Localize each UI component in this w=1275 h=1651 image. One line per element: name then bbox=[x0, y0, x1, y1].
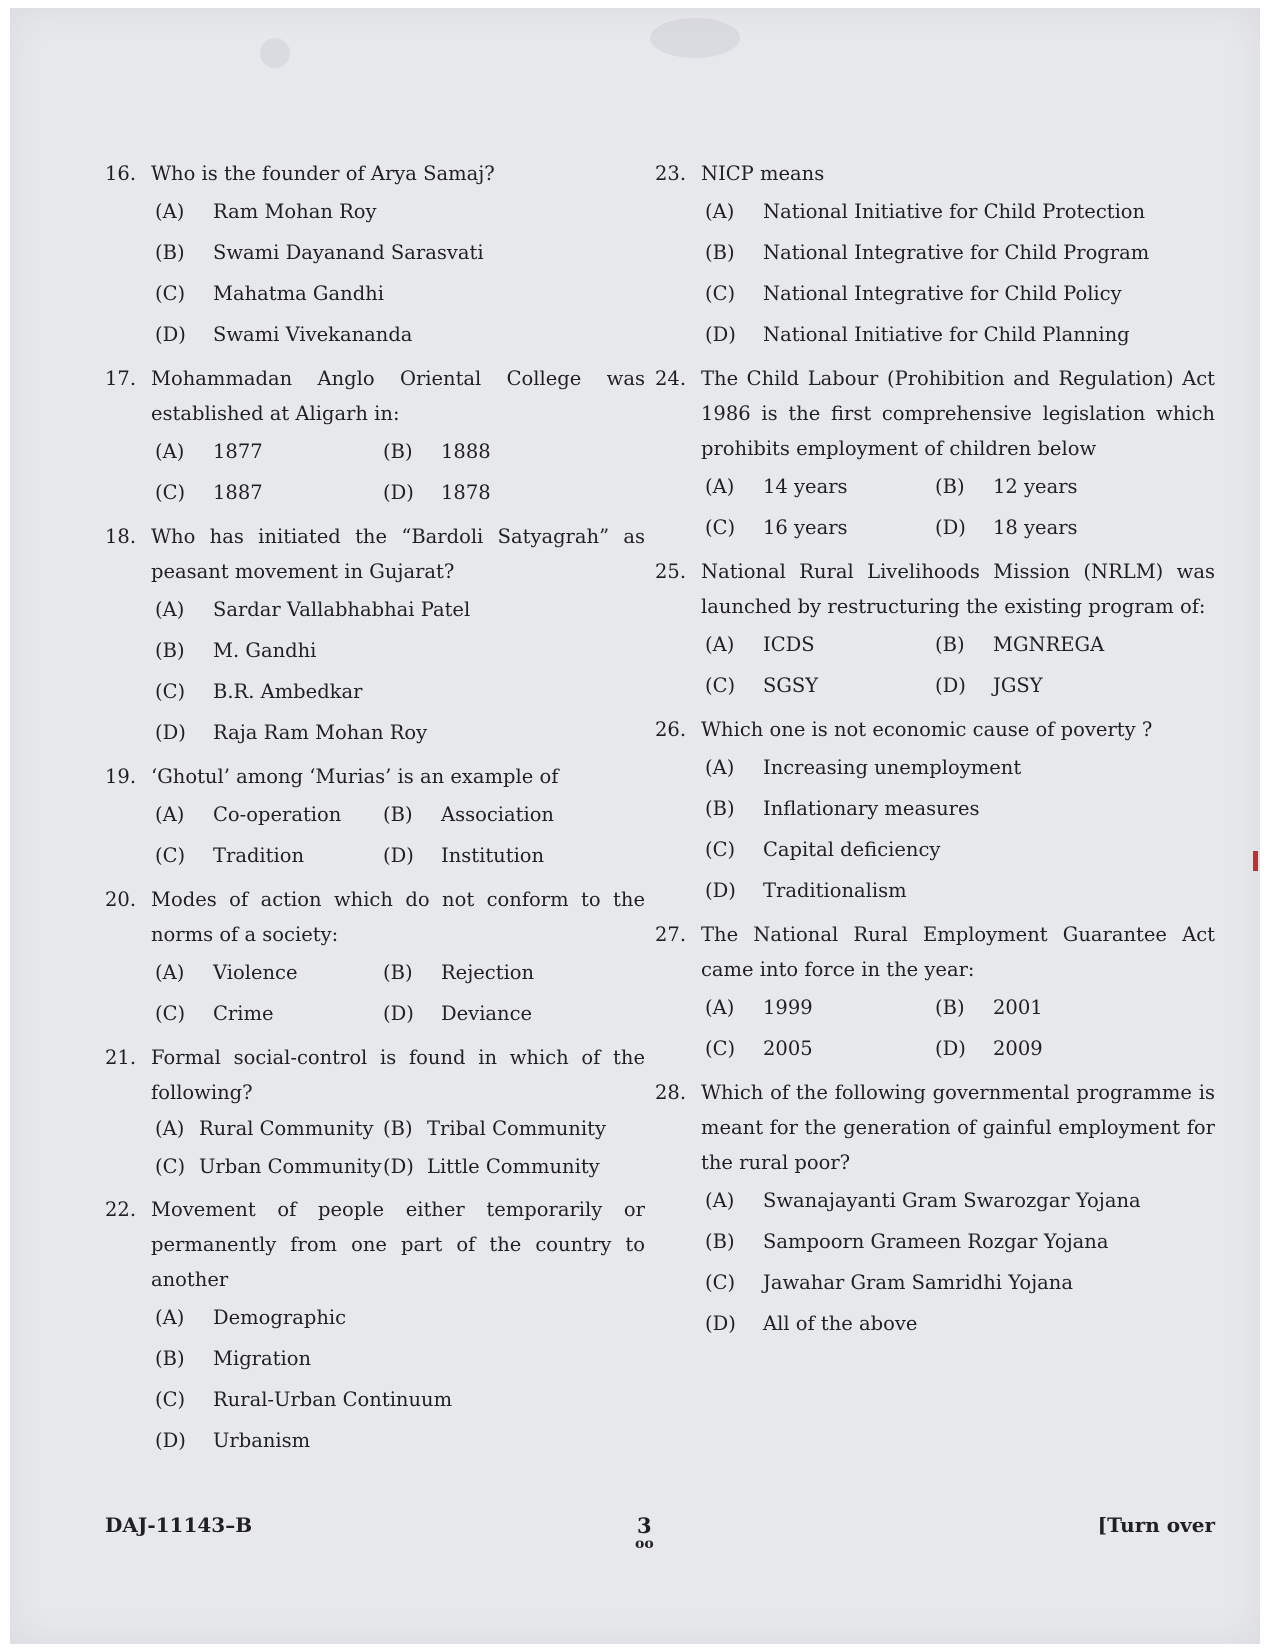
answer-option-row bbox=[155, 1110, 645, 1148]
option-text: National Initiative for Child Protection bbox=[763, 200, 1146, 223]
option-list bbox=[155, 794, 645, 876]
answer-option bbox=[705, 466, 935, 507]
option-list bbox=[155, 1297, 645, 1461]
question-item bbox=[105, 1192, 645, 1461]
option-letter: (D) bbox=[935, 516, 966, 539]
answer-option bbox=[155, 232, 645, 273]
answer-option bbox=[383, 1110, 613, 1148]
question-stem bbox=[105, 882, 645, 952]
option-letter: (A) bbox=[705, 1189, 735, 1212]
option-text: Jawahar Gram Samridhi Yojana bbox=[763, 1271, 1073, 1294]
option-letter: (B) bbox=[383, 440, 413, 463]
option-letter: (D) bbox=[383, 844, 414, 867]
answer-option bbox=[705, 624, 935, 665]
option-letter: (C) bbox=[705, 1271, 736, 1294]
answer-option bbox=[155, 1297, 645, 1338]
answer-option bbox=[935, 624, 1165, 665]
question-text: National Rural Livelihoods Mission (NRLM) was launched by restructuring the existing program of: bbox=[701, 560, 1215, 618]
option-list bbox=[705, 987, 1215, 1069]
question-text: Mohammadan Anglo Oriental College was established at Aligarh in: bbox=[151, 367, 645, 425]
option-letter: (A) bbox=[155, 961, 185, 984]
question-text: NICP means bbox=[701, 162, 825, 185]
question-item bbox=[105, 519, 645, 753]
answer-option bbox=[935, 466, 1165, 507]
option-text: SGSY bbox=[763, 674, 819, 697]
option-letter: (A) bbox=[705, 996, 735, 1019]
answer-option bbox=[383, 835, 611, 876]
question-text: Who is the founder of Arya Samaj? bbox=[151, 162, 495, 185]
option-list bbox=[155, 952, 645, 1034]
option-letter: (C) bbox=[155, 680, 186, 703]
option-text: Rejection bbox=[441, 961, 535, 984]
option-text: Demographic bbox=[213, 1306, 347, 1329]
answer-option bbox=[155, 835, 383, 876]
page-number bbox=[635, 1513, 654, 1550]
answer-option bbox=[705, 1028, 935, 1069]
option-text: 18 years bbox=[993, 516, 1078, 539]
option-letter: (D) bbox=[155, 1429, 186, 1452]
question-stem bbox=[655, 156, 1215, 191]
option-text: National Initiative for Child Planning bbox=[763, 323, 1130, 346]
question-text: Who has initiated the “Bardoli Satyagrah” as peasant movement in Gujarat? bbox=[151, 525, 645, 583]
answer-option bbox=[705, 870, 1215, 911]
answer-option bbox=[155, 314, 645, 355]
option-letter: (A) bbox=[155, 598, 185, 621]
option-text: MGNREGA bbox=[993, 633, 1105, 656]
answer-option-row bbox=[155, 794, 645, 835]
answer-option bbox=[383, 431, 611, 472]
question-text: ‘Ghotul’ among ‘Murias’ is an example of bbox=[151, 765, 559, 788]
option-list bbox=[705, 1180, 1215, 1344]
answer-option bbox=[705, 273, 1215, 314]
option-text: M. Gandhi bbox=[213, 639, 317, 662]
question-item bbox=[655, 156, 1215, 355]
exam-page bbox=[10, 8, 1260, 1644]
option-text: Institution bbox=[441, 844, 545, 867]
answer-option bbox=[155, 472, 383, 513]
question-stem bbox=[105, 1192, 645, 1297]
question-stem bbox=[105, 156, 645, 191]
answer-option bbox=[705, 665, 935, 706]
question-stem bbox=[105, 759, 645, 794]
answer-option bbox=[705, 1262, 1215, 1303]
option-text: 2001 bbox=[993, 996, 1043, 1019]
option-letter: (D) bbox=[935, 674, 966, 697]
option-letter: (D) bbox=[383, 1155, 414, 1178]
option-letter: (D) bbox=[383, 1002, 414, 1025]
option-letter: (C) bbox=[155, 1388, 186, 1411]
answer-option bbox=[155, 1420, 645, 1461]
option-text: Sampoorn Grameen Rozgar Yojana bbox=[763, 1230, 1109, 1253]
option-text: Rural Community bbox=[199, 1117, 374, 1140]
option-list bbox=[155, 191, 645, 355]
option-text: 1878 bbox=[441, 481, 491, 504]
answer-option bbox=[155, 589, 645, 630]
option-text: Raja Ram Mohan Roy bbox=[213, 721, 428, 744]
answer-option bbox=[383, 472, 611, 513]
question-text: Formal social-control is found in which of the following? bbox=[151, 1046, 645, 1104]
question-stem bbox=[105, 1040, 645, 1110]
option-text: 16 years bbox=[763, 516, 848, 539]
option-text: Rural-Urban Continuum bbox=[213, 1388, 453, 1411]
option-letter: (B) bbox=[705, 797, 735, 820]
option-text: 14 years bbox=[763, 475, 848, 498]
answer-option bbox=[705, 829, 1215, 870]
answer-option-row bbox=[705, 1028, 1215, 1069]
answer-option bbox=[155, 993, 383, 1034]
question-number: 21. bbox=[105, 1046, 137, 1069]
question-number: 20. bbox=[105, 888, 137, 911]
option-list bbox=[155, 589, 645, 753]
option-letter: (B) bbox=[383, 961, 413, 984]
option-letter: (A) bbox=[155, 1306, 185, 1329]
option-text: 1887 bbox=[213, 481, 263, 504]
option-text: Association bbox=[441, 803, 554, 826]
question-stem bbox=[105, 361, 645, 431]
option-letter: (B) bbox=[383, 803, 413, 826]
answer-option bbox=[155, 1148, 383, 1186]
answer-option bbox=[705, 747, 1215, 788]
option-letter: (B) bbox=[383, 1117, 413, 1140]
answer-option bbox=[705, 987, 935, 1028]
option-letter: (C) bbox=[705, 1037, 736, 1060]
option-letter: (C) bbox=[705, 838, 736, 861]
question-item bbox=[105, 156, 645, 355]
option-list bbox=[705, 747, 1215, 911]
option-text: Violence bbox=[213, 961, 298, 984]
option-text: All of the above bbox=[763, 1312, 918, 1335]
question-item bbox=[105, 361, 645, 513]
answer-option-row bbox=[155, 1148, 645, 1186]
answer-option-row bbox=[155, 993, 645, 1034]
option-text: Urbanism bbox=[213, 1429, 311, 1452]
option-text: Capital deficiency bbox=[763, 838, 941, 861]
scan-smudge bbox=[650, 18, 740, 58]
answer-option bbox=[705, 507, 935, 548]
question-item bbox=[655, 361, 1215, 548]
question-number: 17. bbox=[105, 367, 137, 390]
option-letter: (B) bbox=[705, 241, 735, 264]
option-text: National Integrative for Child Policy bbox=[763, 282, 1122, 305]
question-item bbox=[655, 554, 1215, 706]
option-text: Co-operation bbox=[213, 803, 342, 826]
question-text: Which of the following governmental programme is meant for the generation of gainful employment for the rural poor? bbox=[701, 1081, 1215, 1174]
answer-option bbox=[155, 273, 645, 314]
option-letter: (A) bbox=[155, 440, 185, 463]
option-letter: (D) bbox=[705, 323, 736, 346]
answer-option bbox=[383, 1148, 613, 1186]
question-stem bbox=[655, 1075, 1215, 1180]
answer-option-row bbox=[705, 507, 1215, 548]
answer-option bbox=[155, 794, 383, 835]
option-text: Sardar Vallabhabhai Patel bbox=[213, 598, 471, 621]
question-number: 24. bbox=[655, 367, 687, 390]
answer-option bbox=[935, 987, 1165, 1028]
option-letter: (A) bbox=[705, 756, 735, 779]
option-letter: (A) bbox=[705, 633, 735, 656]
question-item bbox=[655, 1075, 1215, 1344]
option-text: Urban Community bbox=[199, 1155, 382, 1178]
question-stem bbox=[105, 519, 645, 589]
answer-option bbox=[383, 794, 611, 835]
option-text: 1877 bbox=[213, 440, 263, 463]
option-text: Traditionalism bbox=[763, 879, 907, 902]
answer-option bbox=[383, 993, 611, 1034]
option-letter: (D) bbox=[383, 481, 414, 504]
question-item bbox=[655, 917, 1215, 1069]
question-text: Which one is not economic cause of poverty ? bbox=[701, 718, 1153, 741]
option-letter: (B) bbox=[155, 1347, 185, 1370]
option-letter: (B) bbox=[705, 1230, 735, 1253]
answer-option bbox=[383, 952, 611, 993]
question-number: 19. bbox=[105, 765, 137, 788]
option-text: Swami Vivekananda bbox=[213, 323, 413, 346]
answer-option-row bbox=[705, 466, 1215, 507]
answer-option bbox=[705, 788, 1215, 829]
option-letter: (B) bbox=[935, 996, 965, 1019]
answer-option bbox=[705, 232, 1215, 273]
answer-option bbox=[935, 507, 1165, 548]
right-column bbox=[655, 156, 1215, 1350]
answer-option bbox=[935, 665, 1165, 706]
option-text: 2005 bbox=[763, 1037, 813, 1060]
option-list bbox=[155, 431, 645, 513]
answer-option-row bbox=[705, 987, 1215, 1028]
option-text: Inflationary measures bbox=[763, 797, 980, 820]
question-number: 27. bbox=[655, 923, 687, 946]
option-letter: (D) bbox=[705, 1312, 736, 1335]
answer-option bbox=[155, 952, 383, 993]
question-stem bbox=[655, 917, 1215, 987]
answer-option bbox=[705, 1303, 1215, 1344]
option-letter: (A) bbox=[705, 475, 735, 498]
option-letter: (B) bbox=[155, 241, 185, 264]
question-item bbox=[105, 759, 645, 876]
question-number: 22. bbox=[105, 1198, 137, 1221]
option-letter: (D) bbox=[935, 1037, 966, 1060]
question-text: The National Rural Employment Guarantee Act came into force in the year: bbox=[701, 923, 1215, 981]
option-text: Deviance bbox=[441, 1002, 533, 1025]
option-text: B.R. Ambedkar bbox=[213, 680, 363, 703]
answer-option bbox=[155, 191, 645, 232]
option-letter: (D) bbox=[155, 323, 186, 346]
option-text: National Integrative for Child Program bbox=[763, 241, 1150, 264]
page-number-digit: 3 bbox=[637, 1513, 652, 1538]
answer-option bbox=[155, 1379, 645, 1420]
option-letter: (A) bbox=[155, 1117, 185, 1140]
answer-option-row bbox=[155, 472, 645, 513]
answer-option bbox=[935, 1028, 1165, 1069]
option-text: Swami Dayanand Sarasvati bbox=[213, 241, 484, 264]
answer-option bbox=[705, 1221, 1215, 1262]
question-item bbox=[105, 882, 645, 1034]
answer-option-row bbox=[155, 952, 645, 993]
question-item bbox=[655, 712, 1215, 911]
option-letter: (C) bbox=[155, 481, 186, 504]
option-list bbox=[155, 1110, 645, 1186]
answer-option bbox=[705, 314, 1215, 355]
option-text: 1999 bbox=[763, 996, 813, 1019]
option-list bbox=[705, 191, 1215, 355]
option-text: JGSY bbox=[993, 674, 1043, 697]
answer-option bbox=[155, 1110, 383, 1148]
question-number: 26. bbox=[655, 718, 687, 741]
option-letter: (C) bbox=[705, 516, 736, 539]
option-letter: (B) bbox=[935, 633, 965, 656]
scan-red-mark bbox=[1253, 851, 1258, 871]
option-letter: (D) bbox=[155, 721, 186, 744]
question-number: 25. bbox=[655, 560, 687, 583]
question-text: Modes of action which do not conform to the norms of a society: bbox=[151, 888, 645, 946]
option-letter: (C) bbox=[705, 282, 736, 305]
option-text: Mahatma Gandhi bbox=[213, 282, 384, 305]
question-stem bbox=[655, 554, 1215, 624]
option-letter: (C) bbox=[155, 1002, 186, 1025]
left-column bbox=[105, 156, 645, 1467]
option-letter: (C) bbox=[155, 282, 186, 305]
option-text: 1888 bbox=[441, 440, 491, 463]
question-number: 23. bbox=[655, 162, 687, 185]
answer-option bbox=[155, 712, 645, 753]
option-letter: (A) bbox=[155, 200, 185, 223]
option-letter: (A) bbox=[155, 803, 185, 826]
option-text: ICDS bbox=[763, 633, 815, 656]
answer-option-row bbox=[155, 431, 645, 472]
turn-over-label: [Turn over bbox=[1097, 1513, 1215, 1537]
option-letter: (D) bbox=[705, 879, 736, 902]
question-text: The Child Labour (Prohibition and Regulation) Act 1986 is the first comprehensive legislation which prohibits employment of children below bbox=[701, 367, 1215, 460]
question-stem bbox=[655, 712, 1215, 747]
question-stem bbox=[655, 361, 1215, 466]
option-text: Swanajayanti Gram Swarozgar Yojana bbox=[763, 1189, 1141, 1212]
answer-option-row bbox=[705, 665, 1215, 706]
scan-smudge bbox=[260, 38, 290, 68]
option-text: Increasing unemployment bbox=[763, 756, 1022, 779]
answer-option bbox=[155, 431, 383, 472]
option-text: Tradition bbox=[213, 844, 305, 867]
option-text: Crime bbox=[213, 1002, 274, 1025]
question-number: 28. bbox=[655, 1081, 687, 1104]
answer-option bbox=[155, 1338, 645, 1379]
answer-option bbox=[705, 191, 1215, 232]
answer-option-row bbox=[705, 624, 1215, 665]
option-letter: (C) bbox=[155, 844, 186, 867]
option-text: Ram Mohan Roy bbox=[213, 200, 377, 223]
answer-option bbox=[155, 630, 645, 671]
option-letter: (C) bbox=[155, 1155, 186, 1178]
option-text: Migration bbox=[213, 1347, 312, 1370]
option-text: Tribal Community bbox=[427, 1117, 606, 1140]
paper-code: DAJ-11143–B bbox=[105, 1513, 253, 1537]
option-text: 12 years bbox=[993, 475, 1078, 498]
question-item bbox=[105, 1040, 645, 1186]
page-number-rings: oo bbox=[635, 1536, 654, 1552]
page-footer bbox=[105, 1513, 1215, 1553]
question-number: 16. bbox=[105, 162, 137, 185]
answer-option bbox=[705, 1180, 1215, 1221]
option-letter: (A) bbox=[705, 200, 735, 223]
answer-option bbox=[155, 671, 645, 712]
option-list bbox=[705, 624, 1215, 706]
question-number: 18. bbox=[105, 525, 137, 548]
question-text: Movement of people either temporarily or permanently from one part of the country to another bbox=[151, 1198, 645, 1291]
option-text: Little Community bbox=[427, 1155, 600, 1178]
option-letter: (C) bbox=[705, 674, 736, 697]
answer-option-row bbox=[155, 835, 645, 876]
option-list bbox=[705, 466, 1215, 548]
option-text: 2009 bbox=[993, 1037, 1043, 1060]
option-letter: (B) bbox=[155, 639, 185, 662]
option-letter: (B) bbox=[935, 475, 965, 498]
